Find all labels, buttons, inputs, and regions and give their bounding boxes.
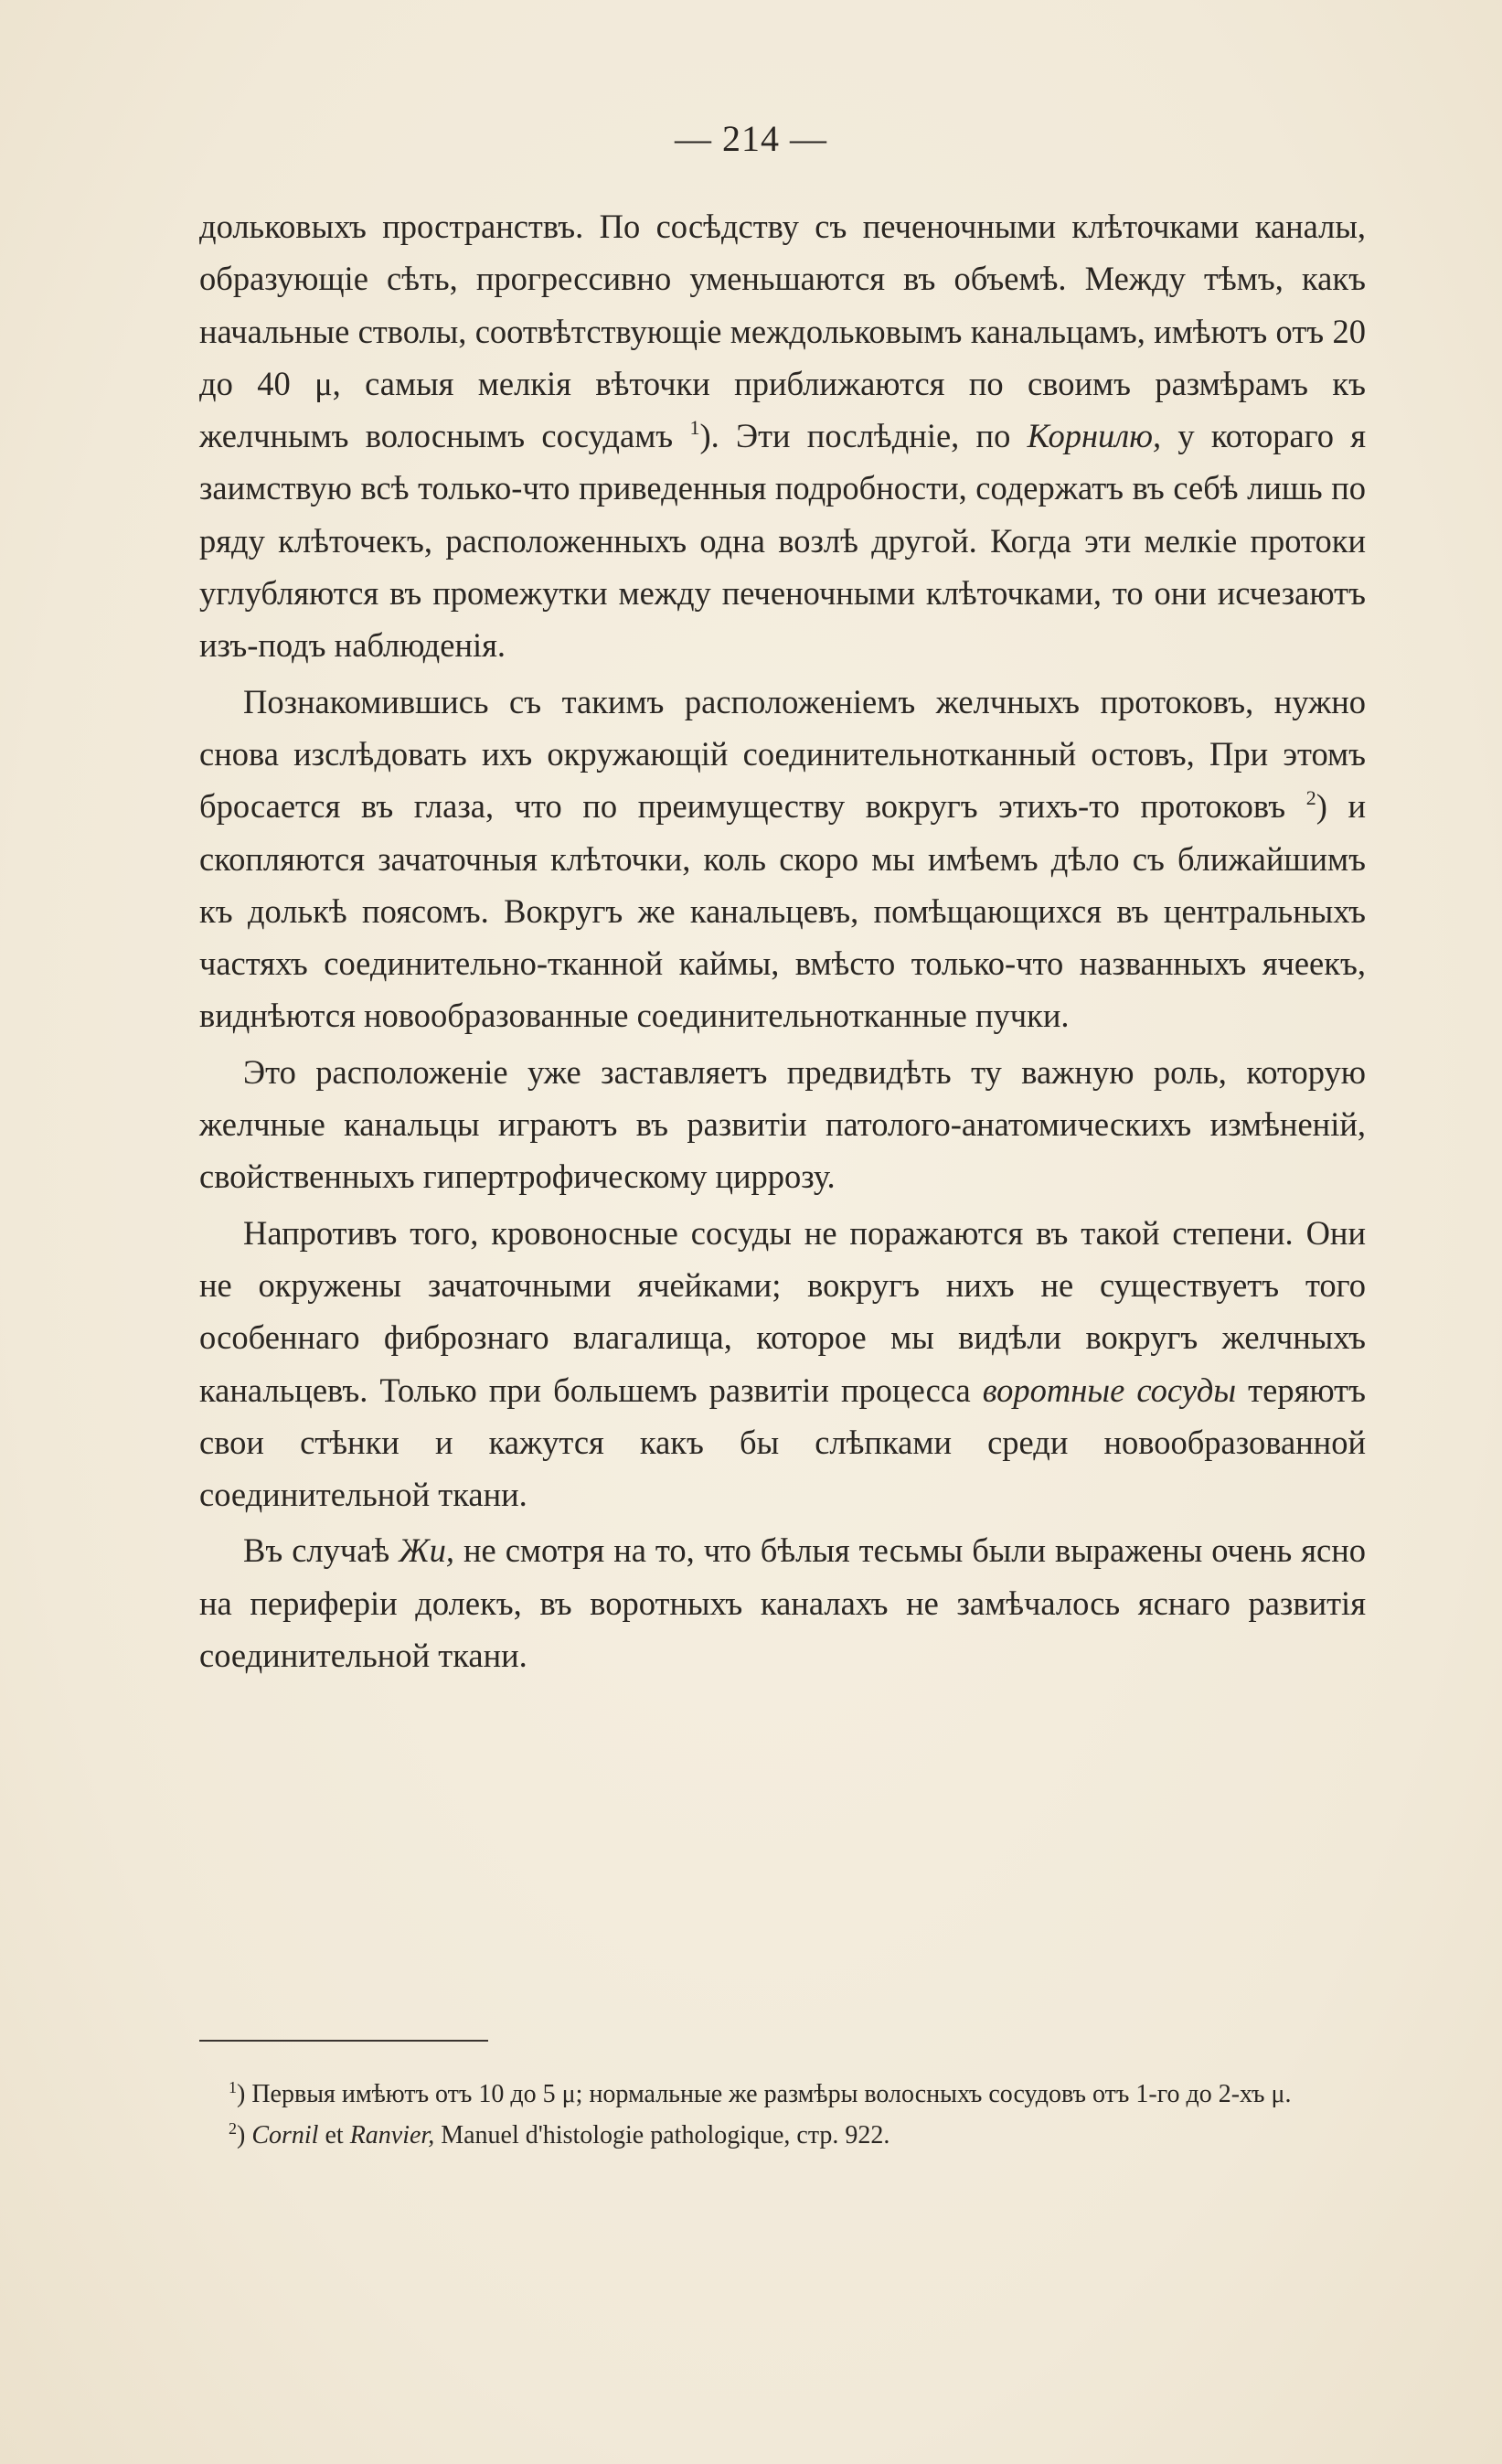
text-segment: Познакомившись съ такимъ расположеніемъ желчныхъ протоковъ, нужно снова изслѣдовать ихъ окружающій соединительнотканный остовъ, При этомъ бросается въ глаза, что по преимуществу вокругъ этихъ-то протоковъ	[199, 682, 1366, 826]
text-segment: Напротивъ того, кровоносные сосуды не поражаются въ такой степени. Они не окружены зачаточными ячейками; вокругъ нихъ не существуетъ того особеннаго фибрознаго влагалища, которое мы видѣли вокругъ желчныхъ канальцевъ. Только при большемъ развитіи процесса	[199, 1213, 1366, 1409]
text-segment: ) и скопляются зачаточныя клѣточки, коль скоро мы имѣемъ дѣло съ ближайшимъ къ долькѣ поясомъ. Вокругъ же канальцевъ, помѣщающихся въ центральныхъ частяхъ соединительно-тканной каймы, вмѣсто только-что названныхъ ячеекъ, виднѣются новообразованные соединительнотканные пучки.	[199, 787, 1366, 1035]
body-paragraph	[199, 1524, 1366, 1681]
italic-text-segment: воротные сосуды	[982, 1371, 1237, 1409]
text-segment: Manuel d'histologie pathologique, стр. 922.	[434, 2121, 890, 2149]
body-paragraph	[199, 1046, 1366, 1203]
body-paragraph	[199, 676, 1366, 1042]
footnote-reference: 1	[689, 416, 700, 440]
body-paragraph	[199, 1207, 1366, 1521]
italic-text-segment: Жи,	[399, 1531, 455, 1570]
text-segment: Въ случаѣ	[243, 1531, 399, 1570]
text-segment: у котораго я заимствую всѣ только-что приведенныя подробности, содержатъ въ себѣ лишь по ряду клѣточекъ, расположенныхъ одна возлѣ другой. Когда эти мелкіе протоки углубляются въ промежутки между печеночными клѣточками, то они исчезаютъ изъ-подъ наблюденія.	[199, 417, 1367, 665]
text-segment: не смотря на то, что бѣлыя тесьмы были выражены очень ясно на периферіи долекъ, въ воротныхъ каналахъ не замѣчалось яснаго развитія соединительной ткани.	[199, 1531, 1366, 1675]
page-number: — 214 —	[675, 118, 827, 159]
text-segment: ) Первыя имѣютъ отъ 10 до 5 μ; нормальные же размѣры волосныхъ сосудовъ отъ 1-го до 2-хъ μ.	[237, 2080, 1292, 2108]
body-paragraph	[199, 200, 1366, 672]
footnote-mark: 1	[229, 2078, 237, 2096]
text-segment: теряютъ свои стѣнки и кажутся какъ бы слѣпками среди новообразованной соединительной ткани.	[199, 1371, 1366, 1514]
footnote-reference: 2	[1305, 786, 1316, 810]
body-text	[199, 200, 1366, 1681]
footnotes	[199, 2074, 1366, 2156]
italic-text-segment: Cornil	[251, 2121, 319, 2149]
text-segment: ). Эти послѣдніе, по	[699, 417, 1028, 455]
italic-text-segment: Ranvier,	[349, 2121, 435, 2149]
footnote	[199, 2115, 1366, 2156]
footnote	[199, 2074, 1366, 2115]
text-segment: Это расположеніе уже заставляетъ предвидѣть ту важную роль, которую желчные канальцы играютъ въ развитіи патолого-анатомическихъ измѣненій, свойственныхъ гипертрофическому циррозу.	[199, 1052, 1366, 1196]
italic-text-segment: Корнилю,	[1027, 417, 1162, 455]
text-segment: et	[318, 2121, 350, 2149]
footnote-mark: 2	[229, 2119, 237, 2138]
text-segment: дольковыхъ пространствъ. По сосѣдству съ печеночными клѣточками каналы, образующіе сѣть, прогрессивно уменьшаются въ объемѣ. Между тѣмъ, какъ начальные стволы, соотвѣтствующіе междольковымъ канальцамъ, имѣютъ отъ 20 до 40 μ, самыя мелкія вѣточки приближаются по своимъ размѣрамъ къ желчнымъ волоснымъ сосудамъ	[199, 208, 1366, 455]
text-segment: )	[237, 2121, 252, 2149]
footnote-divider	[199, 2040, 488, 2042]
